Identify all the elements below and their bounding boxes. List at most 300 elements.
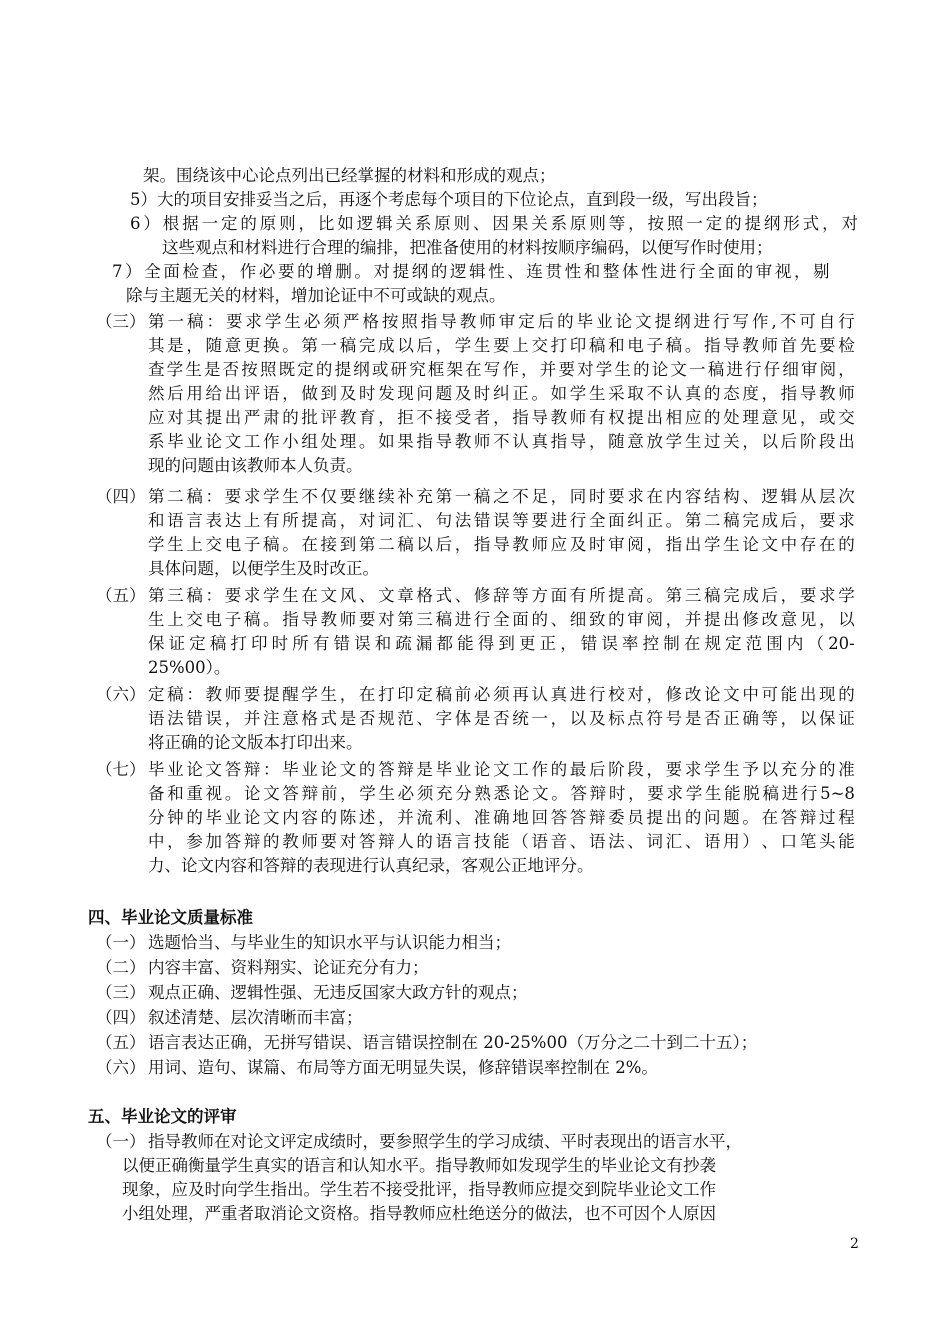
text-glyph: 补 [397, 487, 414, 506]
text-glyph: 时 [271, 634, 289, 653]
text-glyph: 电 [205, 610, 223, 629]
text-glyph: 如 [337, 214, 354, 233]
text-glyph: 生 [704, 784, 722, 803]
text-glyph: 人 [397, 832, 414, 851]
text-glyph: 据 [182, 214, 199, 233]
text-glyph: 述 [358, 808, 376, 827]
text-glyph: 行 [569, 511, 587, 530]
text-glyph: 提 [334, 360, 352, 379]
text-glyph: 口 [780, 832, 798, 851]
text-glyph: 次 [838, 487, 855, 506]
text-glyph: 以 [416, 535, 433, 554]
text-glyph: 纠 [493, 384, 510, 403]
text-glyph: ： [186, 685, 203, 704]
text-glyph: 检 [182, 262, 199, 281]
text-glyph: 应 [148, 408, 165, 427]
text-glyph: 要 [531, 511, 548, 530]
text-glyph: 辑 [469, 262, 486, 281]
text-glyph: 按 [647, 214, 665, 233]
text-glyph: ） [143, 214, 160, 233]
text-glyph: 作 [502, 360, 519, 379]
text-glyph: 最 [569, 760, 587, 779]
text-glyph: 论 [512, 784, 530, 803]
text-glyph: 进 [569, 685, 587, 704]
text-glyph: 疏 [395, 634, 412, 653]
text-glyph: 格 [416, 586, 433, 605]
text-glyph: 逻 [761, 487, 778, 506]
text-glyph: 教 [339, 408, 357, 427]
text-glyph: 第 [435, 487, 453, 506]
text-glyph: ， [378, 408, 395, 427]
text-glyph: 阅 [627, 535, 644, 554]
text-glyph: 答 [378, 760, 395, 779]
text-glyph: 则 [279, 214, 296, 233]
text-glyph: 文 [263, 784, 280, 803]
text-glyph: 是 [473, 709, 491, 728]
text-glyph: 的 [633, 360, 650, 379]
text-glyph: 拒 [397, 408, 414, 427]
item-label: （六） [96, 1058, 146, 1077]
text-glyph: 的 [703, 384, 721, 403]
text-glyph: 第 [301, 336, 318, 355]
text-glyph: 文 [224, 432, 242, 451]
text-glyph: 其 [148, 336, 165, 355]
text-glyph: 教 [512, 535, 529, 554]
text-glyph: 学 [685, 784, 703, 803]
text-glyph: 学 [665, 432, 683, 451]
text-glyph: 答 [358, 832, 376, 851]
text-glyph: ， [560, 634, 577, 653]
text-glyph: 定 [220, 214, 238, 233]
text-glyph: ， [780, 586, 798, 605]
text-glyph: 。 [224, 784, 242, 803]
text-glyph: 须 [416, 784, 434, 803]
text-line: 现的问题由该教师本人负责。 [148, 456, 363, 475]
text-glyph: ， [220, 262, 238, 281]
text-glyph: 生 [167, 535, 184, 554]
text-glyph: 陈 [339, 808, 357, 827]
text-glyph: 流 [416, 808, 433, 827]
text-glyph: 教 [454, 432, 472, 451]
text-glyph: 辩 [397, 760, 414, 779]
text-glyph: 率 [622, 634, 639, 653]
text-glyph: 稿 [588, 336, 606, 355]
text-line: 力、论文内容和答辩的表现进行认真纪录，客观公正地评分。 [148, 856, 594, 875]
text-glyph: 之 [493, 487, 510, 506]
text-glyph: 是 [339, 709, 357, 728]
text-glyph: 性 [564, 262, 582, 281]
text-line [112, 260, 830, 284]
text-glyph: 层 [819, 487, 836, 506]
text-glyph: 并 [397, 808, 414, 827]
text-glyph: 在 [301, 586, 318, 605]
text-glyph: 文 [761, 535, 778, 554]
text-glyph: 答 [570, 784, 587, 803]
text-line [148, 406, 855, 430]
text-glyph: 论 [703, 685, 721, 704]
text-glyph: 继 [358, 487, 376, 506]
text-glyph: 行 [473, 610, 491, 629]
text-glyph: ， [838, 360, 855, 379]
text-glyph: 有 [569, 586, 587, 605]
text-glyph: 生 [284, 312, 301, 331]
text-glyph: 一 [201, 214, 219, 233]
text-glyph: 头 [819, 832, 836, 851]
text-glyph: 分 [799, 760, 817, 779]
text-glyph: 句 [435, 511, 453, 530]
text-glyph: 的 [703, 408, 721, 427]
text-glyph: 取 [627, 384, 644, 403]
text-glyph: ， [435, 336, 453, 355]
text-glyph: 毕 [282, 760, 299, 779]
text-glyph: 纲 [353, 360, 370, 379]
text-line: 用词、造句、谋篇、布局等方面无明显失误，修辞错误率控制在 2%。 [148, 1058, 658, 1077]
text-glyph: 字 [435, 709, 453, 728]
text-glyph: ， [646, 685, 663, 704]
text-glyph: 过 [819, 808, 836, 827]
text-glyph: 达 [224, 511, 242, 530]
text-glyph: 做 [301, 384, 318, 403]
text-glyph: 。 [263, 610, 280, 629]
text-glyph: 师 [838, 384, 855, 403]
text-glyph: 子 [243, 535, 261, 554]
text-line: 现象，应及时向学生指出。学生若不接受批评，指导教师应提交到院毕业论文工作 [122, 1180, 716, 1199]
text-glyph: 稿 [435, 610, 453, 629]
text-glyph: 法 [454, 511, 472, 530]
text-glyph: 论 [742, 535, 759, 554]
text-glyph: 地 [512, 808, 529, 827]
text-glyph: 指 [420, 312, 438, 331]
text-glyph: 制 [663, 634, 680, 653]
text-glyph: 文 [263, 808, 280, 827]
text-glyph: 围 [766, 634, 783, 653]
text-glyph: 检 [838, 336, 855, 355]
text-glyph: 证 [168, 634, 186, 653]
text-glyph: 关 [395, 214, 412, 233]
text-glyph: 第 [397, 610, 414, 629]
text-glyph: 的 [240, 214, 257, 233]
text-glyph: 是 [203, 360, 221, 379]
text-glyph: 误 [493, 511, 510, 530]
text-glyph: 第 [148, 487, 165, 506]
text-glyph: 作 [239, 262, 257, 281]
text-glyph: 形 [783, 214, 800, 233]
text-line [148, 430, 855, 454]
text-glyph: 真 [531, 432, 548, 451]
text-glyph: 论 [244, 784, 261, 803]
text-glyph: 评 [320, 408, 338, 427]
text-glyph: 对 [373, 262, 391, 281]
text-glyph: 问 [703, 808, 721, 827]
text-glyph: 指 [473, 535, 491, 554]
text-glyph: 学 [595, 360, 613, 379]
text-glyph: 教 [550, 408, 568, 427]
text-glyph: 、 [454, 586, 472, 605]
text-glyph: 现 [397, 384, 414, 403]
text-glyph: 按 [381, 312, 399, 331]
text-glyph: 存 [799, 535, 817, 554]
text-line: 25%00）。 [148, 658, 231, 677]
text-glyph: 及 [454, 384, 472, 403]
text-glyph: 阅 [819, 360, 837, 379]
text-glyph: 生 [282, 487, 299, 506]
text-glyph: ， [646, 760, 663, 779]
text-glyph: 证 [838, 709, 855, 728]
text-glyph: 辑 [780, 487, 798, 506]
text-glyph: 视 [774, 262, 792, 281]
text-glyph: 指 [550, 432, 568, 451]
text-glyph: 可 [761, 685, 778, 704]
text-glyph: 高 [627, 586, 644, 605]
text-line: 除与主题无关的材料，增加论证中不可或缺的观点。 [126, 286, 506, 305]
text-line: 小组处理，严重者取消论文资格。指导教师应杜绝送分的做法，也不可因个人原因 [122, 1204, 716, 1223]
text-glyph: 的 [430, 262, 448, 281]
text-line [148, 358, 855, 382]
text-glyph: 和 [608, 336, 625, 355]
item-label: （五） [96, 1033, 146, 1052]
text-glyph: 进 [726, 360, 743, 379]
text-glyph: 时 [588, 487, 606, 506]
text-glyph: ， [550, 709, 568, 728]
text-glyph: 生 [614, 360, 631, 379]
text-glyph: 所 [282, 511, 299, 530]
text-glyph: 和 [583, 262, 601, 281]
text-glyph: 能 [493, 832, 510, 851]
text-glyph: 定 [148, 685, 165, 704]
text-glyph: 第 [665, 586, 683, 605]
text-glyph: 并 [539, 360, 557, 379]
text-glyph: 不 [646, 384, 663, 403]
text-glyph: 细 [782, 360, 799, 379]
text-glyph: ） [742, 832, 759, 851]
text-glyph: 学 [148, 535, 165, 554]
text-glyph: 出 [723, 610, 740, 629]
text-glyph: 文 [635, 312, 652, 331]
text-line [148, 509, 855, 533]
text-line [148, 334, 855, 358]
text-glyph: 后 [167, 384, 184, 403]
text-glyph: 对 [358, 511, 376, 530]
text-glyph: 言 [186, 511, 203, 530]
text-glyph: 如 [378, 432, 395, 451]
text-glyph: 组 [301, 432, 318, 451]
text-glyph: 学 [703, 535, 721, 554]
text-glyph: 答 [224, 760, 242, 779]
text-line [148, 310, 855, 334]
text-glyph: 言 [454, 832, 472, 851]
text-glyph: 指 [512, 408, 529, 427]
text-line: 选题恰当、与毕业生的知识水平与认识能力相当； [148, 933, 511, 952]
text-glyph: 教 [282, 832, 299, 851]
text-glyph: 提 [392, 262, 410, 281]
text-glyph: 7 [112, 262, 123, 281]
text-glyph: 必 [258, 262, 276, 281]
text-glyph: 二 [703, 511, 721, 530]
text-glyph: 后 [761, 586, 778, 605]
text-glyph: 定 [297, 360, 314, 379]
text-glyph: 要 [558, 360, 575, 379]
text-glyph: 然 [148, 384, 165, 403]
text-line [148, 632, 855, 656]
text-glyph: 架 [446, 360, 463, 379]
text-glyph: 三 [416, 610, 433, 629]
text-glyph: 应 [684, 408, 702, 427]
text-glyph: 要 [243, 685, 261, 704]
text-line: 指导教师在对论文评定成绩时，要参照学生的学习成绩、平时表现出的语言水平， [148, 1132, 742, 1151]
text-glyph: 予 [742, 760, 759, 779]
text-glyph: 过 [703, 432, 721, 451]
text-glyph: 度 [742, 384, 759, 403]
text-glyph: 查 [201, 262, 219, 281]
text-glyph: 印 [251, 634, 268, 653]
text-glyph: 的 [557, 312, 574, 331]
text-glyph: 工 [243, 432, 261, 451]
text-glyph: 后 [780, 511, 798, 530]
text-glyph: 及 [339, 384, 357, 403]
text-glyph: 根 [162, 214, 180, 233]
text-glyph: 辩 [799, 808, 817, 827]
text-glyph: 。 [684, 336, 702, 355]
text-glyph: 教 [205, 685, 223, 704]
text-glyph: ， [550, 487, 568, 506]
text-glyph: 师 [339, 610, 357, 629]
text-glyph: 交 [531, 336, 548, 355]
text-glyph: 、 [761, 832, 778, 851]
text-line: 5）大的项目安排妥当之后，再逐个考虑每个项目的下位论点，直到段一级，写出段旨； [130, 190, 768, 209]
text-glyph: ， [521, 360, 538, 379]
text-glyph: 见 [799, 610, 817, 629]
text-glyph: 相 [665, 408, 683, 427]
text-glyph: 对 [841, 214, 858, 233]
text-glyph: 、 [416, 511, 433, 530]
text-glyph: 成 [742, 586, 759, 605]
text-glyph: 指 [416, 432, 433, 451]
text-glyph: 受 [454, 408, 472, 427]
text-glyph: 悉 [493, 784, 511, 803]
text-glyph: 必 [303, 312, 321, 331]
text-glyph: 到 [339, 535, 357, 554]
text-glyph: ， [298, 214, 316, 233]
text-glyph: 要 [819, 336, 836, 355]
text-glyph: 能 [724, 784, 741, 803]
text-glyph: 原 [259, 214, 277, 233]
text-glyph: 是 [684, 709, 702, 728]
text-glyph: 表 [205, 511, 223, 530]
text-glyph: 第 [148, 312, 165, 331]
text-glyph: 并 [243, 709, 261, 728]
text-glyph: 完 [723, 586, 740, 605]
text-glyph: 对 [167, 408, 184, 427]
text-glyph: 行 [838, 312, 855, 331]
text-glyph: 在 [358, 685, 376, 704]
text-glyph: 照 [401, 312, 418, 331]
text-glyph: 一 [454, 487, 472, 506]
text-glyph: 答 [224, 832, 242, 851]
text-glyph: 。 [742, 808, 759, 827]
text-glyph: 指 [780, 384, 798, 403]
text-glyph: ， [340, 784, 357, 803]
text-glyph: 真 [684, 384, 702, 403]
text-glyph: 以 [838, 610, 855, 629]
text-glyph: 指 [703, 336, 721, 355]
text-glyph: 意 [780, 610, 798, 629]
text-glyph: 准 [838, 760, 855, 779]
text-line [148, 683, 855, 707]
text-glyph: 认 [665, 384, 683, 403]
item-label: （四） [96, 1008, 146, 1027]
text-line [148, 782, 855, 806]
text-glyph: 意 [761, 408, 778, 427]
text-glyph: 语 [167, 511, 184, 530]
text-glyph: 一 [686, 214, 703, 233]
text-glyph: 求 [684, 760, 702, 779]
text-glyph: 纲 [674, 312, 691, 331]
text-glyph: ， [378, 808, 395, 827]
text-glyph: 以 [569, 709, 587, 728]
text-glyph: 6 [130, 214, 141, 233]
text-glyph: 稿 [665, 336, 683, 355]
text-glyph: 分 [455, 784, 472, 803]
text-glyph: 误 [205, 709, 223, 728]
text-glyph: 求 [243, 586, 261, 605]
text-glyph: 修 [665, 685, 683, 704]
text-glyph: 等 [512, 511, 529, 530]
text-glyph: 究 [409, 360, 426, 379]
text-glyph: 研 [390, 360, 408, 379]
text-glyph: 果 [397, 432, 414, 451]
text-glyph: 整 [602, 262, 620, 281]
item-label: （六） [96, 685, 146, 704]
text-glyph: 要 [608, 487, 625, 506]
text-glyph: 论 [205, 432, 223, 451]
text-glyph: 式 [802, 214, 820, 233]
text-glyph: 业 [224, 808, 242, 827]
text-glyph: 稿 [186, 487, 203, 506]
text-glyph: 一 [320, 336, 338, 355]
text-glyph: 写 [732, 312, 750, 331]
text-glyph: 定 [725, 634, 742, 653]
text-glyph: 、 [416, 709, 433, 728]
text-glyph: 符 [646, 709, 663, 728]
text-glyph: 错 [333, 634, 350, 653]
text-glyph: 毕 [148, 760, 165, 779]
text-glyph: 或 [819, 408, 836, 427]
text-glyph: 要 [225, 312, 243, 331]
text-glyph: 技 [473, 832, 491, 851]
text-glyph: 电 [627, 336, 644, 355]
text-glyph: 生 [588, 384, 606, 403]
text-glyph: 等 [761, 709, 778, 728]
text-glyph: 阶 [799, 432, 817, 451]
text-glyph: 接 [320, 535, 338, 554]
text-glyph: 等 [608, 214, 626, 233]
text-glyph: 子 [646, 336, 663, 355]
text-glyph: 法 [608, 832, 625, 851]
text-glyph: ， [454, 535, 472, 554]
text-glyph: 有 [263, 511, 280, 530]
text-glyph: 审 [800, 360, 818, 379]
text-glyph: 笔 [799, 832, 817, 851]
text-glyph: 教 [459, 312, 477, 331]
text-glyph: 风 [339, 586, 357, 605]
text-glyph: 用 [186, 384, 203, 403]
text-glyph: 生 [148, 610, 165, 629]
text-glyph: 系 [148, 432, 165, 451]
page-number: 2 [850, 1236, 859, 1252]
text-glyph: 处 [723, 408, 740, 427]
text-glyph: ， [793, 262, 811, 281]
text-glyph: 导 [301, 610, 318, 629]
